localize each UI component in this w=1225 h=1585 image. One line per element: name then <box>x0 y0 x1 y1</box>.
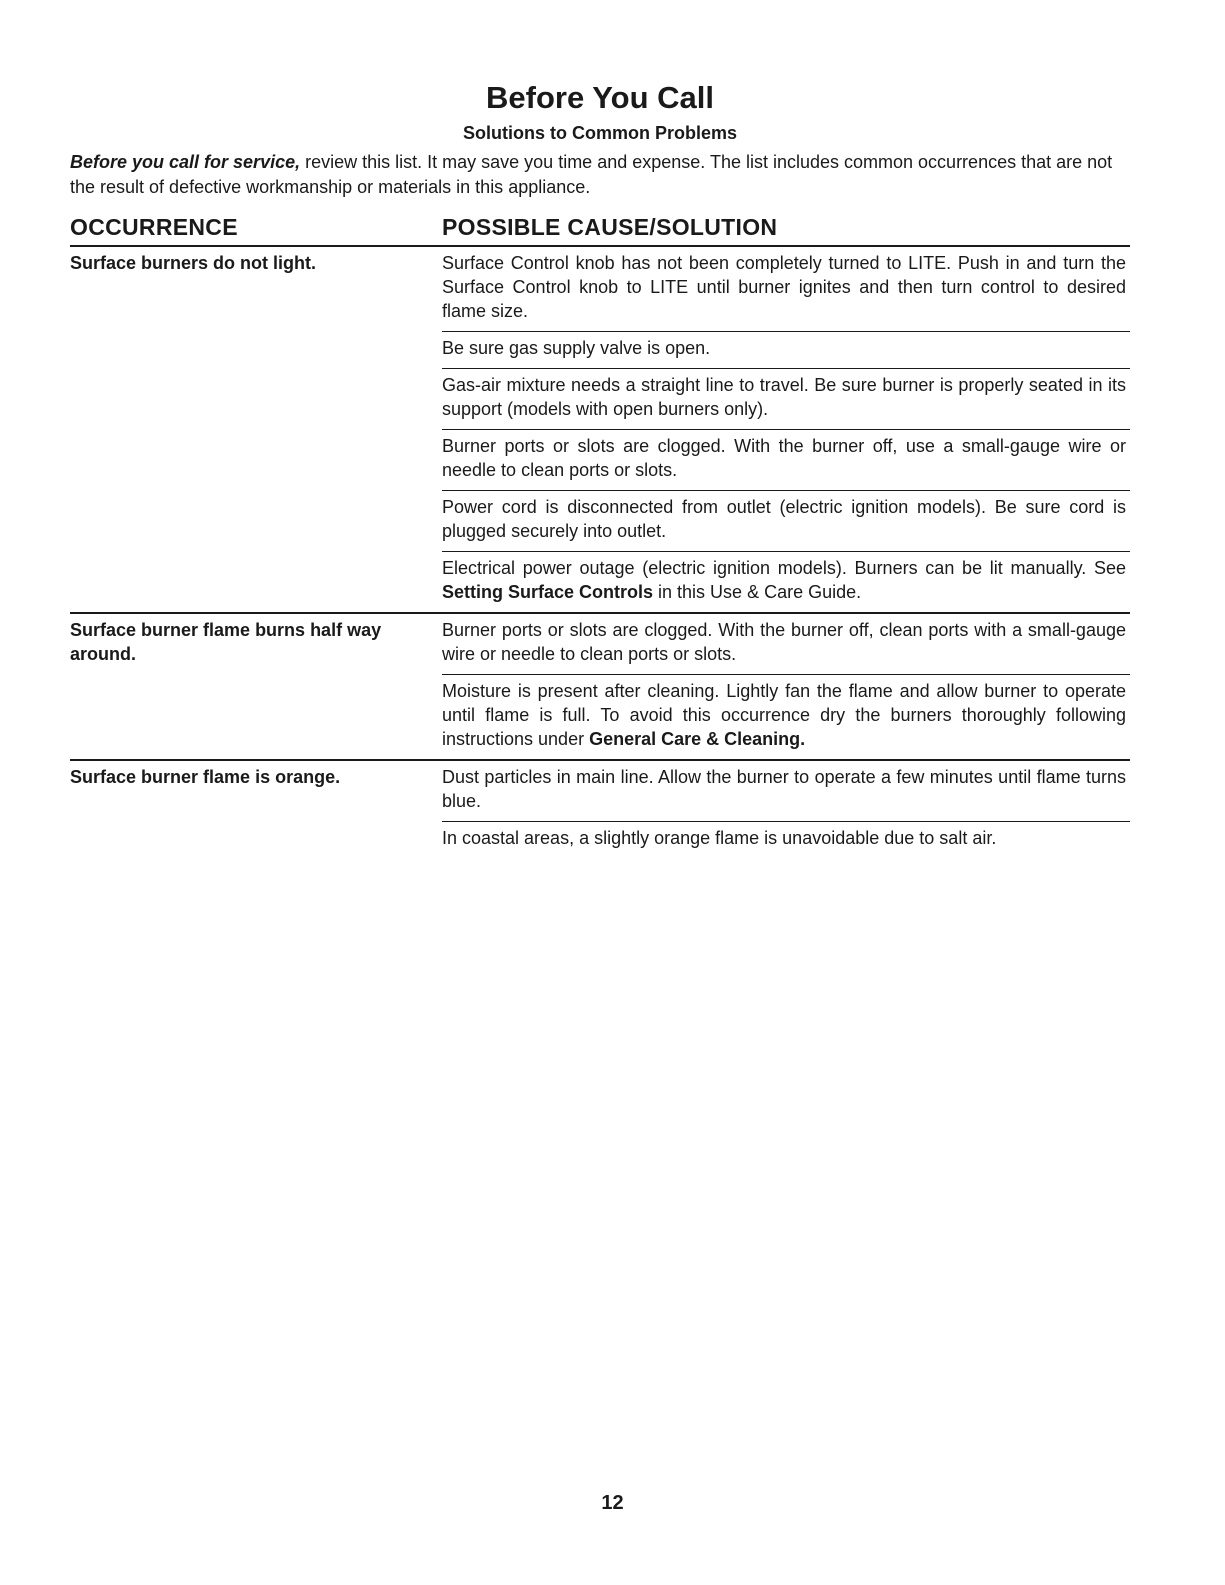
solutions-list <box>442 247 1130 612</box>
solution-reference: Setting Surface Controls <box>442 582 654 602</box>
solutions-list <box>442 761 1130 858</box>
solution-item <box>442 247 1130 332</box>
problem-row <box>70 761 1130 858</box>
solution-text: Electrical power outage (electric ignition models). Burners can be lit manually. See <box>442 558 1126 578</box>
problem-row <box>70 247 1130 614</box>
solution-text: Surface Control knob has not been completely turned to LITE. Push in and turn the Surface Control knob to LITE until burner ignites and then turn control to desired flame size. <box>442 253 1126 321</box>
solution-text: Be sure gas supply valve is open. <box>442 338 711 358</box>
solution-item <box>442 491 1130 552</box>
document-page <box>70 78 1130 858</box>
solution-item <box>442 761 1130 822</box>
solution-item <box>442 430 1130 491</box>
solution-item <box>442 675 1130 759</box>
solution-item <box>442 552 1130 612</box>
solution-reference: General Care & Cleaning. <box>589 729 806 749</box>
solutions-list <box>442 614 1130 759</box>
solution-text: Burner ports or slots are clogged. With the burner off, use a small-gauge wire or needle to clean ports or slots. <box>442 436 1126 480</box>
solution-text: Moisture is present after cleaning. Lightly fan the flame and allow burner to operate until flame is full. To avoid this occurrence dry the burners thoroughly following instructions under <box>442 681 1126 749</box>
solution-text: Burner ports or slots are clogged. With the burner off, clean ports with a small-gauge wire or needle to clean ports or slots. <box>442 620 1126 664</box>
solution-text: In coastal areas, a slightly orange flame is unavoidable due to salt air. <box>442 828 997 848</box>
occurrence-text: Surface burner flame is orange. <box>70 767 341 787</box>
solution-item <box>442 822 1130 858</box>
solution-column-header: POSSIBLE CAUSE/SOLUTION <box>442 214 778 240</box>
column-headers <box>70 214 1130 247</box>
page-title: Before You Call <box>486 80 714 115</box>
occurrence-text: Surface burner flame burns half way around. <box>70 620 382 664</box>
solution-text: Gas-air mixture needs a straight line to travel. Be sure burner is properly seated in its support (models with open burners only). <box>442 375 1126 419</box>
solution-text: Dust particles in main line. Allow the burner to operate a few minutes until flame turns blue. <box>442 767 1126 811</box>
intro-lead: Before you call for service, <box>70 152 301 172</box>
occurrence-text: Surface burners do not light. <box>70 253 317 273</box>
solution-item <box>442 369 1130 430</box>
intro-paragraph <box>70 150 1130 200</box>
problem-row <box>70 614 1130 761</box>
solution-text: Power cord is disconnected from outlet (electric ignition models). Be sure cord is plugged securely into outlet. <box>442 497 1126 541</box>
intro-text: review this list. It may save you time and expense. The list includes common occurrences that are not the result of defective workmanship or materials in this appliance. <box>70 152 1113 197</box>
solution-item <box>442 614 1130 675</box>
solution-item <box>442 332 1130 369</box>
problems-table <box>70 247 1130 858</box>
page-number: 12 <box>601 1492 624 1514</box>
occurrence-column-header: OCCURRENCE <box>70 214 238 240</box>
solution-text: in this Use & Care Guide. <box>653 582 862 602</box>
page-subtitle: Solutions to Common Problems <box>462 123 737 143</box>
